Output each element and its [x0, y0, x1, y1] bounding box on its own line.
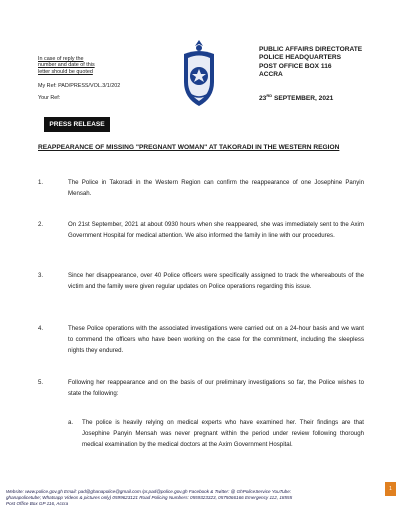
release-title: REAPPEARANCE OF MISSING "PREGNANT WOMAN" AT TAKORADI IN THE WESTERN REGION [38, 144, 340, 151]
paragraph-number: 3. [38, 272, 44, 279]
paragraph-1 [38, 177, 364, 199]
paragraph-text: These Police operations with the associated investigations were carried out on a 24-hour basis and we want to commend the officers who have been working on the case for the commitment, including the sleepless nights they endured. [68, 325, 364, 354]
footer-line: ghanapolicetube; Whatsapp Videos & pictures only) 0599623121 Road Policing Numbers: 0559323323, 0575066166 Emergency 112, 18555 [6, 495, 293, 500]
sub-item-text: The police is heavily relying on medical experts who have examined her. Their findings are that Josephine Panyin Mensah was never pregnant within the period under review following thorough medical examination by the medical doctors at the Axim Government Hospital. [82, 419, 364, 448]
footer-line: Website: www.police.gov.gh Email: pad@ghanapolice@gmail.com /pr.pad@police.gov.gh Facebook & Twitter: @ GhPoliceService YouTube: [6, 489, 292, 494]
paragraph-text: On 21st September, 2021 at about 0930 hours when she reappeared, she was immediately sent to the Axim Government Hospital for medical attention. We also informed the family in line with our procedures. [68, 221, 364, 239]
address-line: ACCRA [259, 71, 283, 79]
paragraph-number: 2. [38, 221, 44, 228]
my-reference: My Ref: PAD/PRESS/VOL.3/1/202 [38, 83, 121, 89]
sub-item-a [68, 417, 364, 450]
paragraph-text: Since her disappearance, over 40 Police officers were specifically assigned to track the whereabouts of the victim and the family were given regular updates on Police operations regarding this issue. [68, 272, 364, 290]
sub-item-letter: a. [68, 419, 74, 426]
paragraph-4 [38, 323, 364, 356]
paragraph-text: Following her reappearance and on the basis of our preliminary investigations so far, the Police wishes to state the following: [68, 379, 364, 397]
page-number-badge: 1 [385, 482, 396, 496]
paragraph-3 [38, 270, 364, 292]
police-crest-icon [176, 38, 222, 110]
reply-note-line: letter should be quoted [38, 68, 93, 75]
reply-note-line: number and date of this [38, 62, 95, 69]
your-reference: Your Ref: [38, 95, 61, 101]
paragraph-5 [38, 377, 364, 399]
release-date: 23RD SEPTEMBER, 2021 [259, 93, 334, 103]
paragraph-number: 1. [38, 179, 44, 186]
directorate-address [259, 46, 362, 80]
reply-note-line: In case of reply the [38, 56, 84, 62]
paragraph-2 [38, 219, 364, 241]
address-line: POLICE HEADQUARTERS [259, 54, 342, 62]
press-release-label: PRESS RELEASE [44, 117, 110, 132]
address-line: POST OFFICE BOX 116 [259, 62, 332, 70]
address-line: PUBLIC AFFAIRS DIRECTORATE [259, 46, 363, 53]
paragraph-text: The Police in Takoradi in the Western Region can confirm the reappearance of one Josephine Panyin Mensah. [68, 179, 364, 197]
footer-contacts [6, 489, 378, 507]
paragraph-number: 5. [38, 379, 44, 386]
reply-instruction-note [38, 56, 118, 75]
footer-line: Post Office Box GP 116, Accra [6, 501, 69, 506]
paragraph-number: 4. [38, 325, 44, 332]
